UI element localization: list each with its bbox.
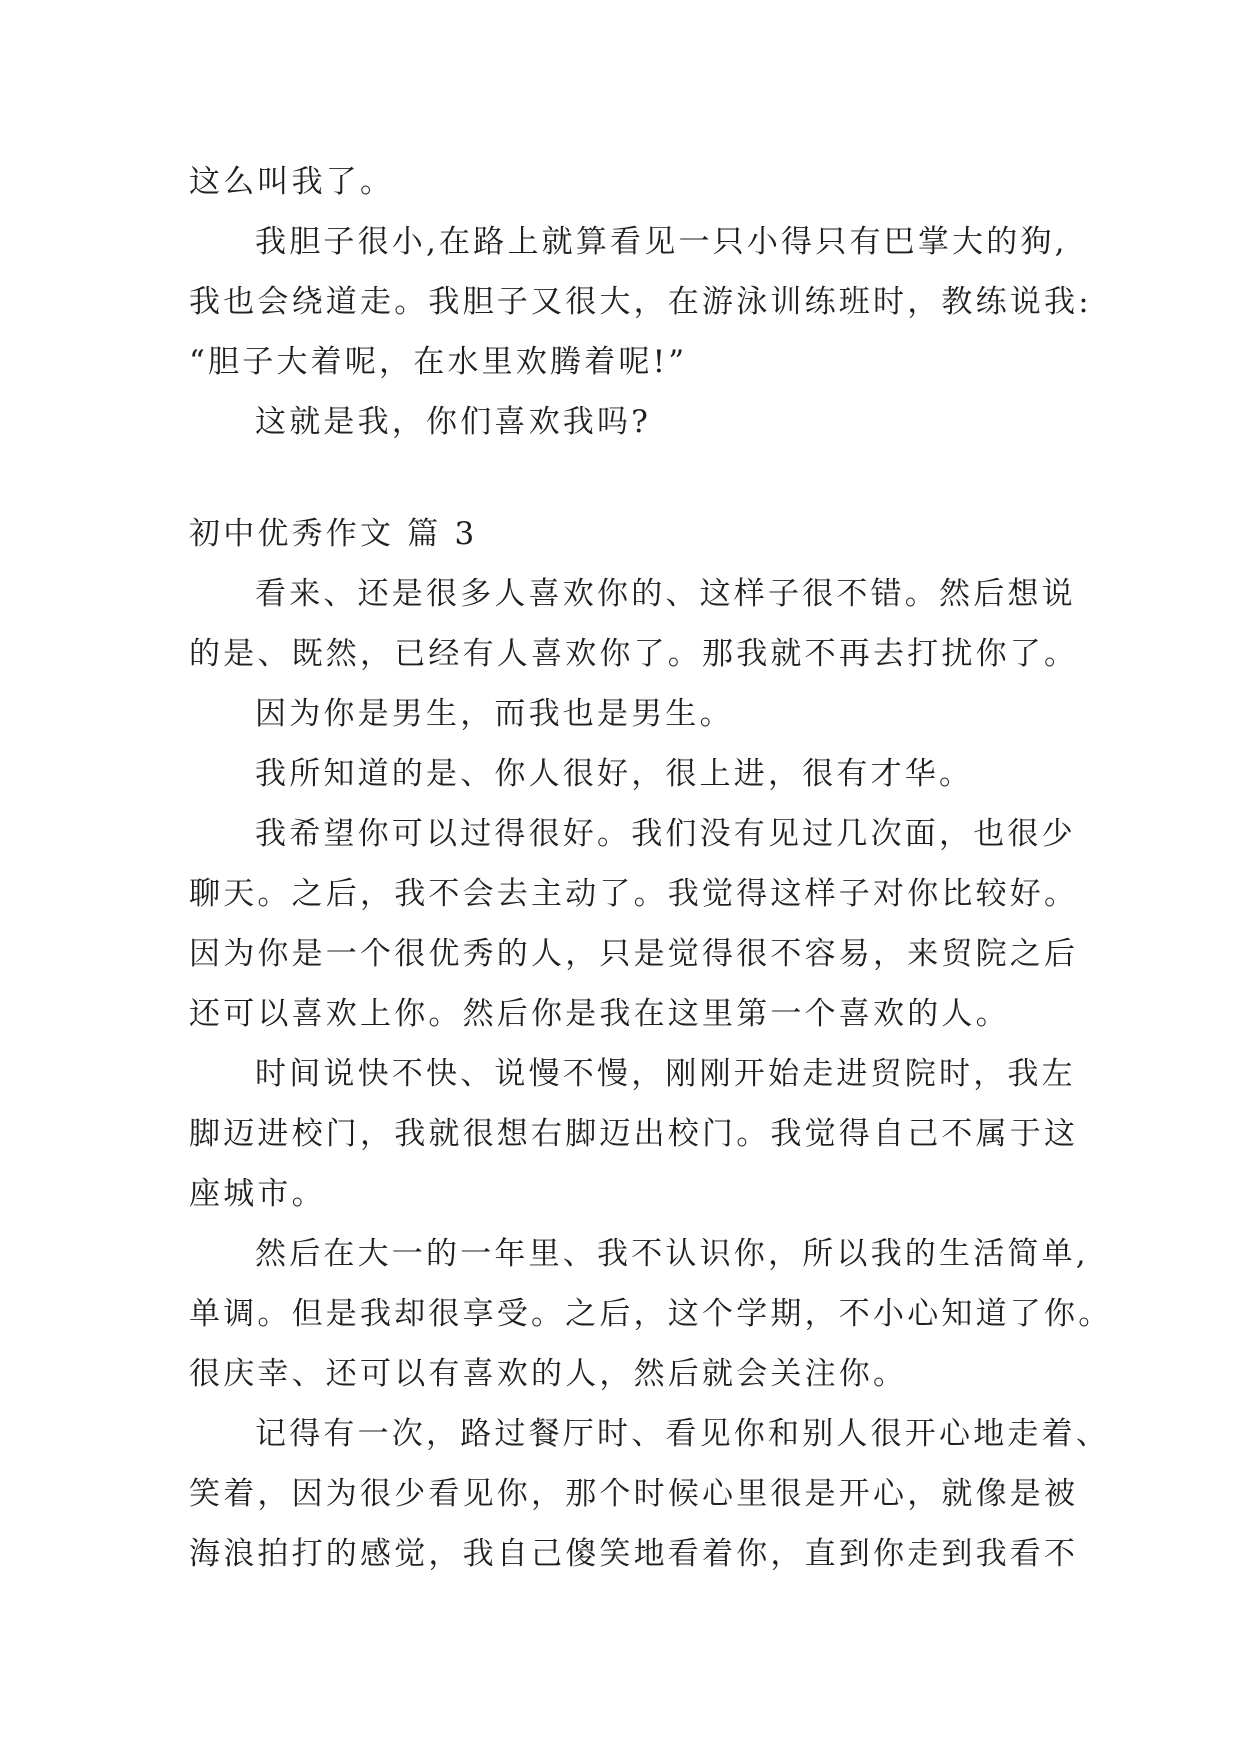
text-line: 我也会绕道走。我胆子又很大，在游泳训练班时，教练说我: [189, 284, 1092, 320]
paragraph-line: 我所知道的是、你人很好，很上进，很有才华。 [255, 756, 974, 792]
text-line: 海浪拍打的感觉，我自己傻笑地看着你，直到你走到我看不 [189, 1536, 1079, 1572]
paragraph-line: 我希望你可以过得很好。我们没有见过几次面，也很少 [255, 816, 1076, 852]
paragraph-line: 因为你是男生，而我也是男生。 [255, 696, 734, 732]
paragraph-line: 这就是我，你们喜欢我吗? [255, 404, 652, 440]
text-line: 脚迈进校门，我就很想右脚迈出校门。我觉得自己不属于这 [189, 1116, 1079, 1152]
text-line: 还可以喜欢上你。然后你是我在这里第一个喜欢的人。 [189, 996, 1010, 1032]
text-line: 笑着，因为很少看见你，那个时候心里很是开心，就像是被 [189, 1476, 1079, 1512]
text-line: 因为你是一个很优秀的人，只是觉得很不容易，来贸院之后 [189, 936, 1079, 972]
section-heading: 初中优秀作文 篇 3 [189, 516, 478, 552]
paragraph-line: 我胆子很小,在路上就算看见一只小得只有巴掌大的狗, [255, 224, 1068, 260]
paragraph-line: 记得有一次，路过餐厅时、看见你和别人很开心地走着、 [255, 1416, 1110, 1452]
paragraph-line: 然后在大一的一年里、我不认识你，所以我的生活简单, [255, 1236, 1089, 1272]
text-line: “胆子大着呢，在水里欢腾着呢!” [189, 344, 688, 380]
text-line: 聊天。之后，我不会去主动了。我觉得这样子对你比较好。 [189, 876, 1079, 912]
paragraph-line: 时间说快不快、说慢不慢，刚刚开始走进贸院时，我左 [255, 1056, 1076, 1092]
text-line: 很庆幸、还可以有喜欢的人，然后就会关注你。 [189, 1356, 908, 1392]
text-line: 这么叫我了。 [189, 164, 395, 200]
text-line: 座城市。 [189, 1176, 326, 1212]
text-line: 的是、既然，已经有人喜欢你了。那我就不再去打扰你了。 [189, 636, 1079, 672]
paragraph-line: 看来、还是很多人喜欢你的、这样子很不错。然后想说 [255, 576, 1076, 612]
text-line: 单调。但是我却很享受。之后，这个学期，不小心知道了你。 [189, 1296, 1113, 1332]
